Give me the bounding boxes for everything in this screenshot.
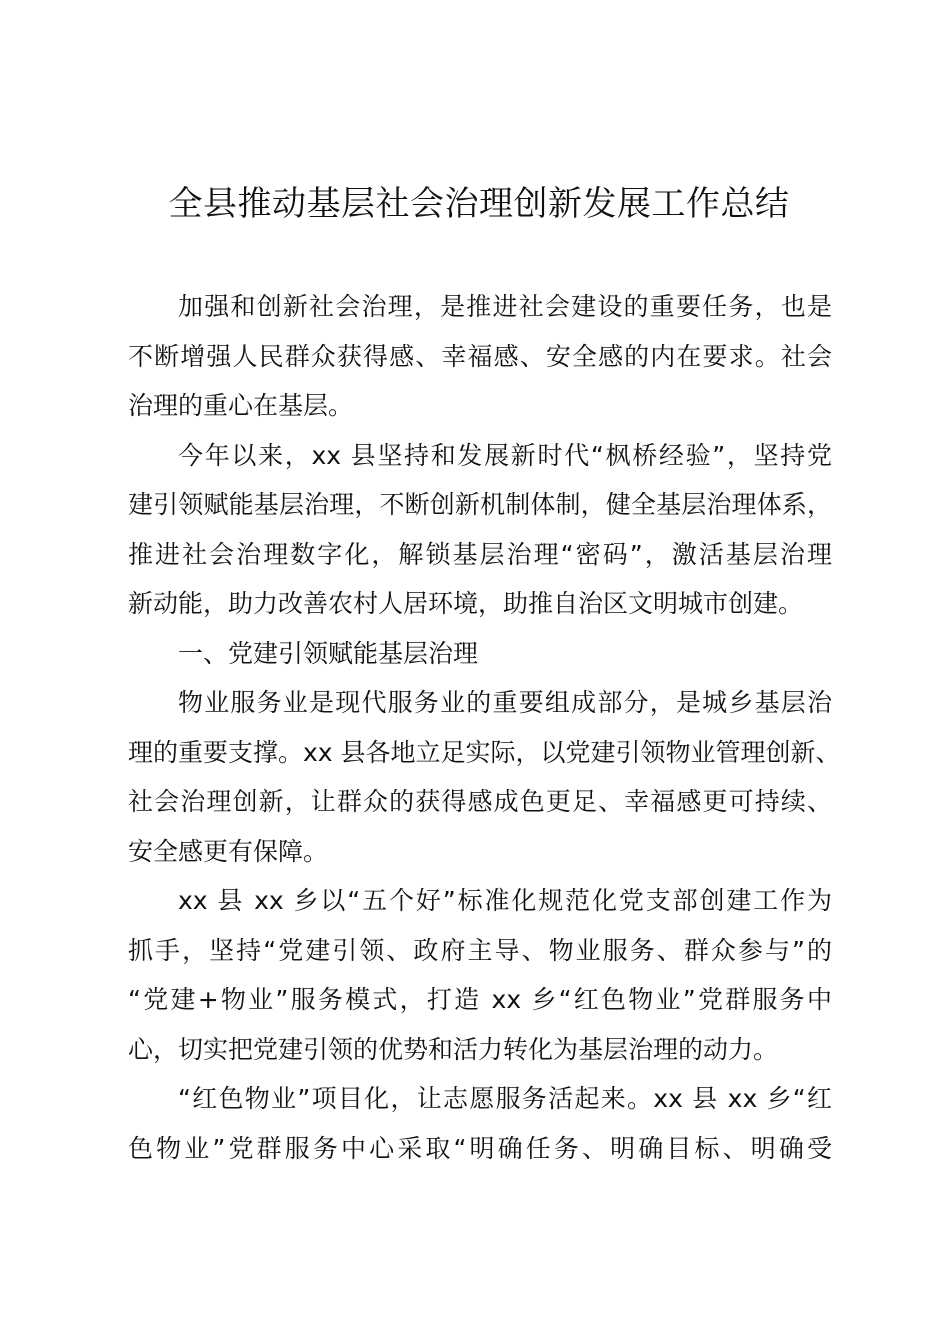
body-line: 不断增强人民群众获得感、幸福感、安全感的内在要求。社会 xyxy=(128,341,832,371)
body-line: 心，切实把党建引领的优势和活力转化为基层治理的动力。 xyxy=(128,1034,779,1064)
body-line: “党建+物业”服务模式，打造 xx 乡“红色物业”党群服务中 xyxy=(128,985,832,1014)
body-line: “红色物业”项目化，让志愿服务活起来。xx 县 xx 乡“红 xyxy=(178,1084,832,1113)
body-line: 社会治理创新，让群众的获得感成色更足、幸福感更可持续、 xyxy=(128,787,832,816)
document-title: 全县推动基层社会治理创新发展工作总结 xyxy=(168,184,790,224)
body-line: 物业服务业是现代服务业的重要组成部分，是城乡基层治 xyxy=(178,688,832,717)
body-line: 抓手，坚持“党建引领、政府主导、物业服务、群众参与”的 xyxy=(128,935,832,965)
body-line: 理的重要支撑。xx 县各地立足实际，以党建引领物业管理创新、 xyxy=(128,737,841,767)
body-line: 今年以来，xx 县坚持和发展新时代“枫桥经验”，坚持党 xyxy=(178,440,832,470)
body-line: xx 县 xx 乡以“五个好”标准化规范化党支部创建工作为 xyxy=(178,886,832,915)
body-line: 一、党建引领赋能基层治理 xyxy=(178,638,479,668)
body-line: 安全感更有保障。 xyxy=(128,836,329,866)
body-line: 色物业”党群服务中心采取“明确任务、明确目标、明确受 xyxy=(128,1133,832,1163)
body-line: 建引领赋能基层治理，不断创新机制体制，健全基层治理体系， xyxy=(128,490,832,519)
body-line: 加强和创新社会治理，是推进社会建设的重要任务，也是 xyxy=(178,292,832,321)
body-line: 推进社会治理数字化，解锁基层治理“密码”，激活基层治理 xyxy=(128,539,832,569)
document-body xyxy=(128,282,841,1173)
body-line: 新动能，助力改善农村人居环境，助推自治区文明城市创建。 xyxy=(128,589,804,618)
body-line: 治理的重心在基层。 xyxy=(128,391,354,420)
